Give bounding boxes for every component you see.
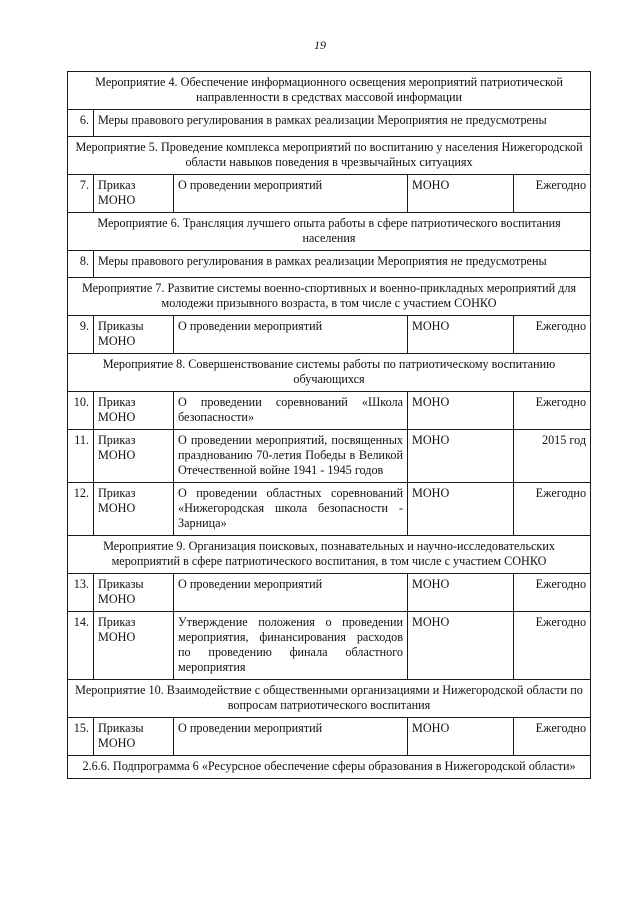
document-name: О проведении соревнований «Школа безопасности» [174,392,408,430]
document-name: О проведении мероприятий [174,718,408,756]
document-type: Приказ МОНО [94,612,174,680]
table-row [68,718,591,756]
section-title: Мероприятие 5. Проведение комплекса мероприятий по воспитанию у населения Нижегородской области навыков поведения в чрезвычайных ситуациях [68,137,591,175]
executor: МОНО [408,430,514,483]
subprogram-title: 2.6.6. Подпрограмма 6 «Ресурсное обеспечение сферы образования в Нижегородской области» [68,756,591,779]
row-number: 9. [68,316,94,354]
section-row [68,72,591,110]
section-row [68,137,591,175]
row-number: 14. [68,612,94,680]
document-type: Приказ МОНО [94,483,174,536]
term: Ежегодно [514,175,591,213]
legal-regulation-table [67,71,591,779]
row-number: 11. [68,430,94,483]
section-row [68,756,591,779]
section-title: Мероприятие 7. Развитие системы военно-спортивных и военно-прикладных мероприятий для молодежи призывного возраста, в том числе с участием СОНКО [68,278,591,316]
executor: МОНО [408,392,514,430]
executor: МОНО [408,316,514,354]
document-type: Приказ МОНО [94,392,174,430]
term: Ежегодно [514,612,591,680]
document-type: Приказы МОНО [94,316,174,354]
executor: МОНО [408,574,514,612]
document-name: О проведении мероприятий, посвященных празднованию 70-летия Победы в Великой Отечественной войне 1941 - 1945 годов [174,430,408,483]
document-name: О проведении областных соревнований «Нижегородская школа безопасности - Зарница» [174,483,408,536]
document-name: Утверждение положения о проведении мероприятия, финансирования расходов по проведению финала областного мероприятия [174,612,408,680]
no-measures-text: Меры правового регулирования в рамках реализации Мероприятия не предусмотрены [94,251,591,278]
row-number: 7. [68,175,94,213]
section-title: Мероприятие 10. Взаимодействие с общественными организациями и Нижегородской области по вопросам патриотического воспитания [68,680,591,718]
row-number: 8. [68,251,94,278]
row-number: 15. [68,718,94,756]
section-title: Мероприятие 9. Организация поисковых, познавательных и научно-исследовательских мероприятий в сфере патриотического воспитания, в том числе с участием СОНКО [68,536,591,574]
term: 2015 год [514,430,591,483]
table-row [68,612,591,680]
table-row [68,175,591,213]
section-row [68,213,591,251]
table-row [68,483,591,536]
section-title: Мероприятие 8. Совершенствование системы работы по патриотическому воспитанию обучающихся [68,354,591,392]
term: Ежегодно [514,483,591,536]
row-number: 13. [68,574,94,612]
document-type: Приказ МОНО [94,430,174,483]
section-title: Мероприятие 6. Трансляция лучшего опыта работы в сфере патриотического воспитания населения [68,213,591,251]
term: Ежегодно [514,718,591,756]
executor: МОНО [408,175,514,213]
term: Ежегодно [514,316,591,354]
executor: МОНО [408,483,514,536]
table-row [68,316,591,354]
document-name: О проведении мероприятий [174,316,408,354]
page-number: 19 [314,38,326,52]
table-row [68,392,591,430]
section-row [68,536,591,574]
row-number: 10. [68,392,94,430]
term: Ежегодно [514,574,591,612]
section-title: Мероприятие 4. Обеспечение информационного освещения мероприятий патриотической направленности в средствах массовой информации [68,72,591,110]
table-row [68,430,591,483]
document-name: О проведении мероприятий [174,574,408,612]
section-row [68,354,591,392]
no-measures-text: Меры правового регулирования в рамках реализации Мероприятия не предусмотрены [94,110,591,137]
row-number: 6. [68,110,94,137]
section-row [68,680,591,718]
document-type: Приказы МОНО [94,574,174,612]
document-type: Приказ МОНО [94,175,174,213]
section-row [68,278,591,316]
executor: МОНО [408,612,514,680]
document-name: О проведении мероприятий [174,175,408,213]
term: Ежегодно [514,392,591,430]
executor: МОНО [408,718,514,756]
table-row [68,251,591,278]
table-row [68,110,591,137]
table-row [68,574,591,612]
row-number: 12. [68,483,94,536]
document-type: Приказы МОНО [94,718,174,756]
